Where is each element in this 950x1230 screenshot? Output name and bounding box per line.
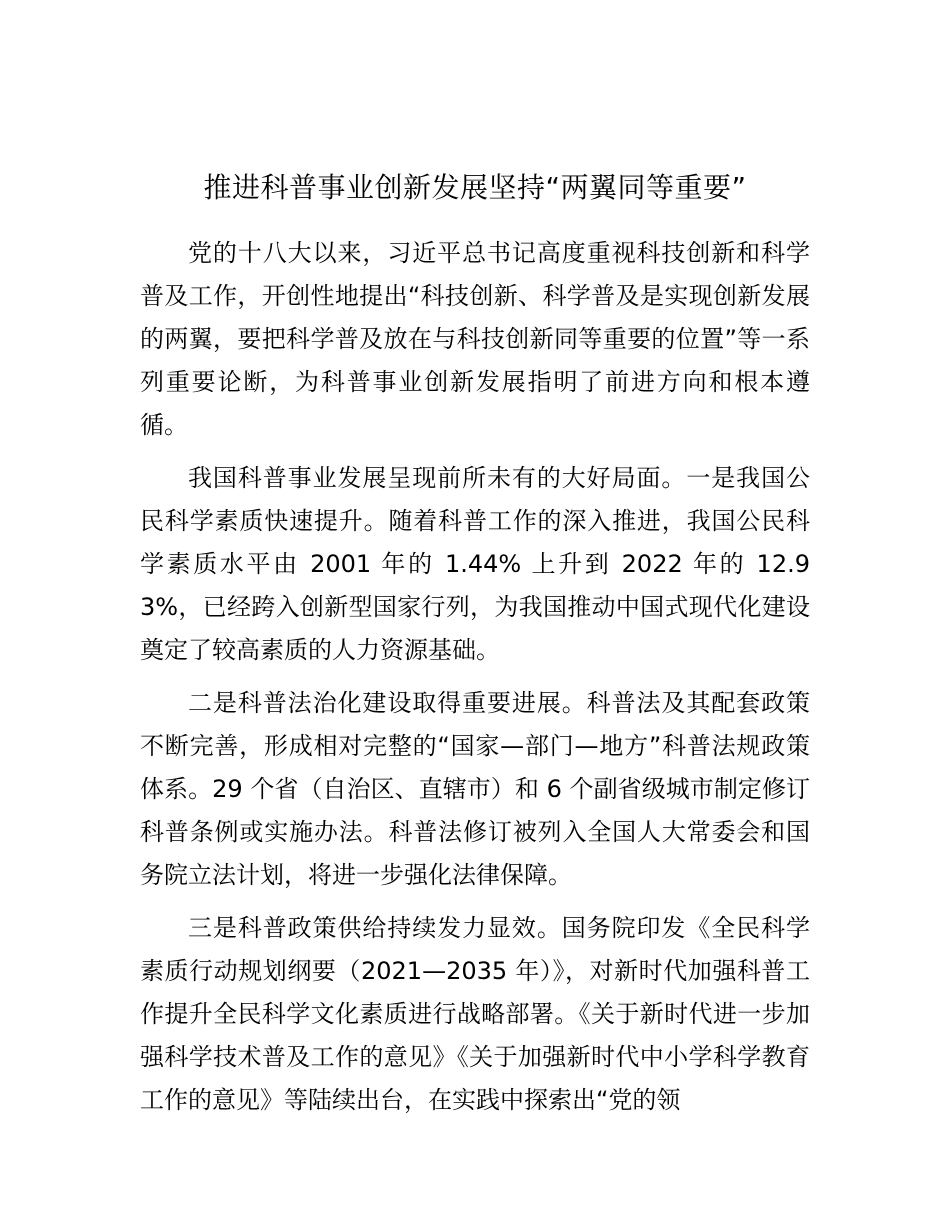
paragraph-2: 我国科普事业发展呈现前所未有的大好局面。一是我国公民科学素质快速提升。随着科普工作的深入推进，我国公民科学素质水平由 2001 年的 1.44% 上升到 2022 年的 12.93%，已经跨入创新型国家行列，为我国推动中国式现代化建设奠定了较高素质的人力资源基础。 [140, 464, 810, 664]
document-page [140, 160, 810, 1132]
paragraph-3: 二是科普法治化建设取得重要进展。科普法及其配套政策不断完善，形成相对完整的“国家—部门—地方”科普法规政策体系。29 个省（自治区、直辖市）和 6 个副省级城市制定修订科普条例或实施办法。科普法修订被列入全国人大常委会和国务院立法计划，将进一步强化法律保障。 [140, 689, 810, 889]
paragraph-4: 三是科普政策供给持续发力显效。国务院印发《全民科学素质行动规划纲要（2021—2035 年）》，对新时代加强科普工作提升全民科学文化素质进行战略部署。《关于新时代进一步加强科学技术普及工作的意见》《关于加强新时代中小学科学教育工作的意见》等陆续出台，在实践中探索出“党的领 [140, 914, 810, 1114]
document-title: 推进科普事业创新发展坚持“两翼同等重要” [203, 171, 747, 204]
paragraph-1: 党的十八大以来，习近平总书记高度重视科技创新和科学普及工作，开创性地提出“科技创新、科学普及是实现创新发展的两翼，要把科学普及放在与科技创新同等重要的位置”等一系列重要论断，为科普事业创新发展指明了前进方向和根本遵循。 [140, 239, 810, 439]
